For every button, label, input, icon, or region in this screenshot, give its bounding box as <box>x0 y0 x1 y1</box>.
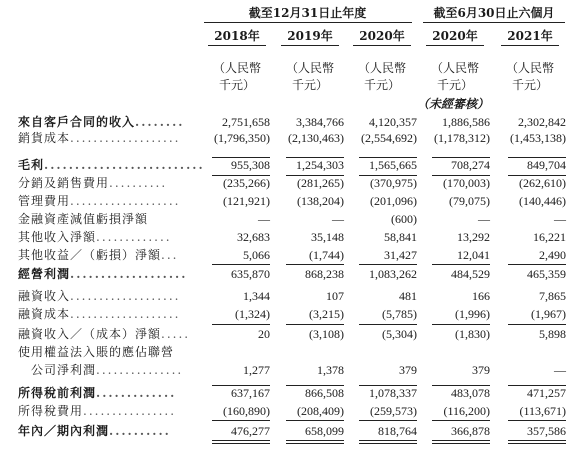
cell-value: 5,898 <box>539 327 566 341</box>
row-label <box>18 211 148 228</box>
table-row <box>0 362 579 379</box>
cell-value: 357,586 <box>527 424 566 438</box>
dot-leader: .......... <box>109 424 171 438</box>
divider <box>359 420 417 421</box>
dot-leader: ............. <box>96 230 172 244</box>
cell-value: 1,277 <box>243 363 270 377</box>
cell-value: 1,886,586 <box>442 115 490 129</box>
cell-value: 1,378 <box>317 363 344 377</box>
divider <box>501 45 559 46</box>
cell-value: 1,254,303 <box>296 158 344 172</box>
row-label <box>18 306 181 323</box>
cell-value: (5,304) <box>382 327 417 341</box>
row-label-text: 其他收益／（虧損）淨額 <box>18 248 162 262</box>
cell-value: — <box>478 212 490 226</box>
cell-value: (1,967) <box>531 307 566 321</box>
unaudited-note: （未經審核） <box>416 97 489 111</box>
dot-leader: ................... <box>70 307 181 321</box>
cell-value: (170,003) <box>443 176 490 190</box>
cell-value: 484,529 <box>451 267 490 281</box>
row-label <box>18 193 181 210</box>
cell-value: (1,830) <box>455 327 490 341</box>
cell-value: — <box>258 212 270 226</box>
row-label <box>18 229 172 246</box>
cell-value: 868,238 <box>305 267 344 281</box>
cell-value: (370,975) <box>370 176 417 190</box>
cell-value: 3,384,766 <box>296 115 344 129</box>
divider <box>432 175 490 176</box>
divider <box>208 45 266 46</box>
cell-value: 1,344 <box>243 289 270 303</box>
row-label <box>18 288 181 305</box>
divider <box>432 324 490 325</box>
divider <box>423 22 565 23</box>
cell-value: (2,130,463) <box>288 131 344 145</box>
row-label <box>18 344 174 361</box>
row-label <box>18 362 183 379</box>
dot-leader: ........ <box>135 115 185 129</box>
cell-value: 818,764 <box>378 424 417 438</box>
row-label <box>18 385 176 402</box>
cell-value: (138,204) <box>297 194 344 208</box>
table-row <box>0 175 579 192</box>
cell-value: (79,075) <box>449 194 490 208</box>
dot-leader: ................... <box>70 131 181 145</box>
divider <box>286 324 344 325</box>
double-underline <box>508 440 566 444</box>
table-row <box>0 306 579 323</box>
table-row <box>0 229 579 246</box>
cell-value: (3,108) <box>309 327 344 341</box>
cell-value: (3,215) <box>309 307 344 321</box>
year-header-2021-h1: 2021年 <box>507 29 553 43</box>
year-header-2019: 2019年 <box>287 29 333 43</box>
cell-value: 379 <box>399 363 417 377</box>
divider <box>212 420 270 421</box>
row-label <box>18 423 171 440</box>
dot-leader: ................... <box>70 289 181 303</box>
divider <box>432 385 490 386</box>
cell-value: 4,120,357 <box>369 115 417 129</box>
cell-value: (600) <box>391 212 417 226</box>
dot-leader: ............... <box>96 363 184 377</box>
cell-value: 5,066 <box>243 248 270 262</box>
cell-value: 635,870 <box>231 267 270 281</box>
cell-value: (235,266) <box>223 176 270 190</box>
dot-leader: ................... <box>70 194 181 208</box>
divider <box>353 45 411 46</box>
cell-value: 2,751,658 <box>222 115 270 129</box>
row-label-text: 分銷及銷售費用 <box>18 176 110 190</box>
divider <box>286 264 344 265</box>
cell-value: — <box>554 212 566 226</box>
cell-value: 35,148 <box>311 230 344 244</box>
table-row <box>0 385 579 402</box>
cell-value: 471,257 <box>527 386 566 400</box>
table-row <box>0 193 579 210</box>
unit-line-1: （人民幣 <box>285 61 334 75</box>
divider <box>432 264 490 265</box>
unit-header <box>278 60 342 94</box>
cell-value: (1,324) <box>235 307 270 321</box>
row-label-text: 其他收入淨額 <box>18 230 97 244</box>
row-label-text: 金融資產減值虧損淨額 <box>18 212 149 226</box>
row-label <box>18 266 187 283</box>
cell-value: 2,490 <box>539 248 566 262</box>
dot-leader: .......................... <box>44 158 205 172</box>
cell-value: (2,554,692) <box>361 131 417 145</box>
table-row <box>0 114 579 131</box>
cell-value: 465,359 <box>527 267 566 281</box>
table-row <box>0 211 579 228</box>
row-label <box>18 114 184 131</box>
divider <box>359 264 417 265</box>
cell-value: 32,683 <box>237 230 270 244</box>
cell-value: 107 <box>326 289 344 303</box>
cell-value: (281,265) <box>297 176 344 190</box>
unit-header <box>498 60 562 94</box>
divider <box>286 175 344 176</box>
unit-line-2: 千元） <box>511 78 548 92</box>
unit-line-2: 千元） <box>291 78 328 92</box>
double-underline <box>212 440 270 444</box>
row-label <box>18 130 181 147</box>
row-label <box>18 157 205 174</box>
cell-value: 20 <box>258 327 270 341</box>
cell-value: 7,865 <box>539 289 566 303</box>
year-header-2020: 2020年 <box>359 29 405 43</box>
double-underline <box>432 440 490 444</box>
cell-value: 1,565,665 <box>369 158 417 172</box>
row-label-text: 融資收入 <box>18 289 71 303</box>
divider <box>286 157 344 158</box>
cell-value: 13,292 <box>457 230 490 244</box>
cell-value: 58,841 <box>384 230 417 244</box>
divider <box>286 420 344 421</box>
table-row <box>0 157 579 174</box>
unit-line-2: 千元） <box>436 78 473 92</box>
cell-value: (116,200) <box>443 404 490 418</box>
row-label-text: 融資收入／（成本）淨額 <box>18 327 162 341</box>
cell-value: 708,274 <box>451 158 490 172</box>
cell-value: (208,409) <box>297 404 344 418</box>
double-underline <box>286 440 344 444</box>
divider <box>212 264 270 265</box>
row-label <box>18 326 190 343</box>
cell-value: 16,221 <box>533 230 566 244</box>
cell-value: 1,083,262 <box>369 267 417 281</box>
divider <box>508 264 566 265</box>
cell-value: 866,508 <box>305 386 344 400</box>
table-row <box>0 403 579 420</box>
divider <box>432 157 490 158</box>
unit-line-1: （人民幣 <box>505 61 554 75</box>
row-label-text: 所得稅費用 <box>18 404 84 418</box>
divider <box>212 157 270 158</box>
cell-value: (201,096) <box>370 194 417 208</box>
cell-value: 2,302,842 <box>518 115 566 129</box>
cell-value: (160,890) <box>223 404 270 418</box>
cell-value: (262,610) <box>519 176 566 190</box>
row-label-text: 融資成本 <box>18 307 71 321</box>
cell-value: — <box>332 212 344 226</box>
divider <box>432 420 490 421</box>
row-label <box>18 247 178 264</box>
unit-header <box>350 60 414 94</box>
year-header-2018: 2018年 <box>214 29 260 43</box>
divider <box>426 45 484 46</box>
year-header-2020-h1: 2020年 <box>432 29 478 43</box>
cell-value: (121,921) <box>223 194 270 208</box>
cell-value: (1,796,350) <box>214 131 270 145</box>
dot-leader: ... <box>161 248 179 262</box>
unit-line-1: （人民幣 <box>430 61 479 75</box>
cell-value: 955,308 <box>231 158 270 172</box>
divider <box>212 175 270 176</box>
row-label-text: 銷貨成本 <box>18 131 71 145</box>
divider <box>286 385 344 386</box>
cell-value: (1,996) <box>455 307 490 321</box>
cell-value: 476,277 <box>231 424 270 438</box>
table-row <box>0 288 579 305</box>
row-label-text: 使用權益法入賬的應佔聯營 <box>18 345 175 359</box>
divider <box>359 157 417 158</box>
divider <box>204 22 412 23</box>
cell-value: 637,167 <box>231 386 270 400</box>
row-label-text: 所得稅前利潤 <box>18 386 97 400</box>
row-label <box>18 175 167 192</box>
cell-value: (1,453,138) <box>510 131 566 145</box>
unit-header <box>423 60 487 94</box>
cell-value: 849,704 <box>527 158 566 172</box>
table-row <box>0 247 579 264</box>
unit-line-2: 千元） <box>218 78 255 92</box>
cell-value: 1,078,337 <box>369 386 417 400</box>
row-label-text: 毛利 <box>18 158 45 172</box>
table-row <box>0 266 579 283</box>
row-label <box>18 403 176 420</box>
row-label-text: 公司淨利潤 <box>18 363 97 377</box>
divider <box>281 45 339 46</box>
divider <box>508 385 566 386</box>
cell-value: 12,041 <box>457 248 490 262</box>
row-label-text: 經營利潤 <box>18 267 71 281</box>
cell-value: (5,785) <box>382 307 417 321</box>
divider <box>212 385 270 386</box>
dot-leader: ............. <box>96 386 177 400</box>
cell-value: 366,878 <box>451 424 490 438</box>
table-row <box>0 130 579 147</box>
table-row <box>0 423 579 440</box>
cell-value: 481 <box>399 289 417 303</box>
cell-value: 483,078 <box>451 386 490 400</box>
dot-leader: ................... <box>70 267 188 281</box>
divider <box>508 420 566 421</box>
cell-value: 166 <box>472 289 490 303</box>
divider <box>508 157 566 158</box>
divider <box>359 324 417 325</box>
group-header-six-months: 截至6月30日止六個月 <box>433 6 555 20</box>
cell-value: 31,427 <box>384 248 417 262</box>
cell-value: (1,744) <box>309 248 344 262</box>
unit-line-2: 千元） <box>363 78 400 92</box>
divider <box>508 175 566 176</box>
cell-value: 658,099 <box>305 424 344 438</box>
divider <box>359 385 417 386</box>
table-row <box>0 344 579 361</box>
divider <box>508 324 566 325</box>
group-header-fiscal-year: 截至12月31日止年度 <box>248 6 367 20</box>
cell-value: (259,573) <box>370 404 417 418</box>
cell-value: (140,446) <box>519 194 566 208</box>
divider <box>359 175 417 176</box>
cell-value: 379 <box>472 363 490 377</box>
dot-leader: ................ <box>83 404 177 418</box>
divider <box>212 324 270 325</box>
cell-value: (1,178,312) <box>434 131 490 145</box>
unit-header <box>205 60 269 94</box>
cell-value: (113,671) <box>519 404 566 418</box>
dot-leader: .......... <box>109 176 168 190</box>
row-label-text: 管理費用 <box>18 194 71 208</box>
table-row <box>0 326 579 343</box>
row-label-text: 年內／期內利潤 <box>18 424 110 438</box>
dot-leader: ..... <box>161 327 191 341</box>
unit-line-1: （人民幣 <box>212 61 261 75</box>
unit-line-1: （人民幣 <box>357 61 406 75</box>
row-label-text: 來自客戶合同的收入 <box>18 115 136 129</box>
double-underline <box>359 440 417 444</box>
cell-value: — <box>554 363 566 377</box>
